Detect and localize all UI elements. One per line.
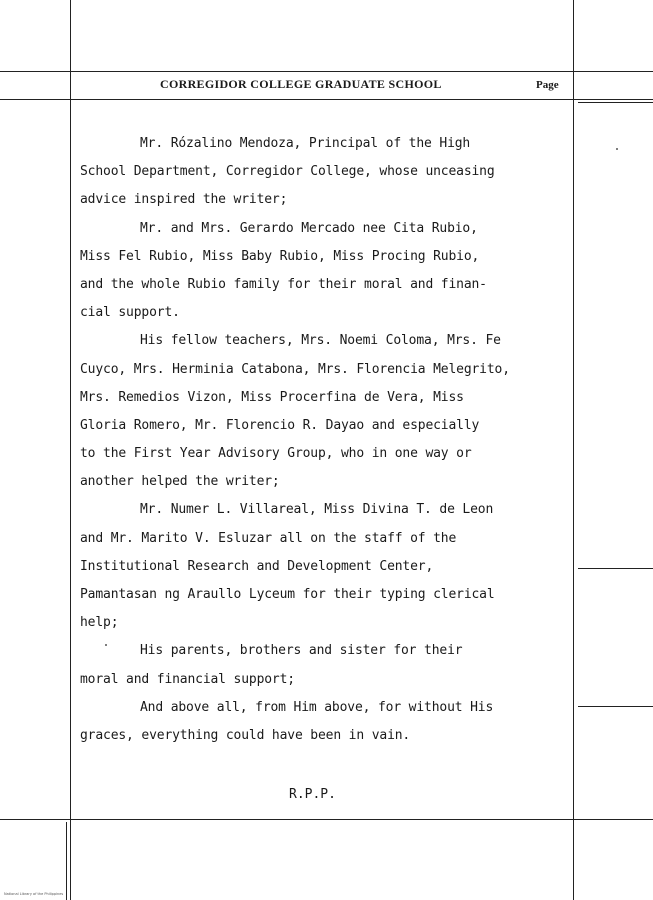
- text-line: His parents, brothers and sister for their: [140, 643, 463, 659]
- text-line: Mrs. Remedios Vizon, Miss Procerfina de Vera, Miss: [80, 389, 464, 405]
- page-label: Page: [536, 79, 559, 91]
- left-margin-rule: [70, 0, 71, 900]
- scan-speck: [616, 148, 618, 150]
- acknowledgement-body: [80, 130, 580, 750]
- text-line: another helped the writer;: [80, 474, 280, 490]
- footer-rule: [0, 819, 653, 820]
- text-line: Mr. and Mrs. Gerardo Mercado nee Cita Rubio,: [140, 220, 478, 236]
- signature-initials: R.P.P.: [289, 787, 336, 802]
- right-tick-upper: [578, 102, 653, 103]
- text-line: advice inspired the writer;: [80, 192, 288, 208]
- text-line: moral and financial support;: [80, 671, 295, 687]
- left-bracket-bottom: [66, 822, 67, 900]
- header-top-rule: [0, 71, 653, 72]
- text-line: Mr. Numer L. Villareal, Miss Divina T. de Leon: [140, 502, 494, 518]
- text-line: and Mr. Marito V. Esluzar all on the staff of the: [80, 530, 457, 546]
- text-line: cial support.: [80, 305, 180, 321]
- text-line: help;: [80, 615, 119, 631]
- text-line: graces, everything could have been in vain.: [80, 727, 411, 743]
- text-line: His fellow teachers, Mrs. Noemi Coloma, Mrs. Fe: [140, 333, 501, 349]
- text-line: Institutional Research and Development Center,: [80, 558, 434, 574]
- header-title: CORREGIDOR COLLEGE GRADUATE SCHOOL: [160, 77, 442, 91]
- header-bottom-rule: [0, 99, 653, 100]
- text-line: Pamantasan ng Araullo Lyceum for their typing clerical: [80, 587, 495, 602]
- right-tick-lower: [578, 706, 653, 707]
- text-line: to the First Year Advisory Group, who in one way or: [80, 446, 472, 462]
- text-line: School Department, Corregidor College, whose unceasing: [80, 164, 495, 180]
- scan-speck: [105, 644, 107, 646]
- text-line: And above all, from Him above, for without His: [140, 699, 494, 715]
- text-line: and the whole Rubio family for their moral and finan-: [80, 276, 487, 292]
- text-line: Cuyco, Mrs. Herminia Catabona, Mrs. Florencia Melegrito,: [80, 361, 510, 377]
- text-line: Miss Fel Rubio, Miss Baby Rubio, Miss Procing Rubio,: [80, 248, 480, 264]
- text-line: Mr. Rózalino Mendoza, Principal of the High: [140, 136, 471, 151]
- text-line: Gloria Romero, Mr. Florencio R. Dayao and especially: [80, 417, 480, 433]
- footer-note: National Library of the Philippines: [4, 892, 64, 896]
- right-tick-middle: [578, 568, 653, 569]
